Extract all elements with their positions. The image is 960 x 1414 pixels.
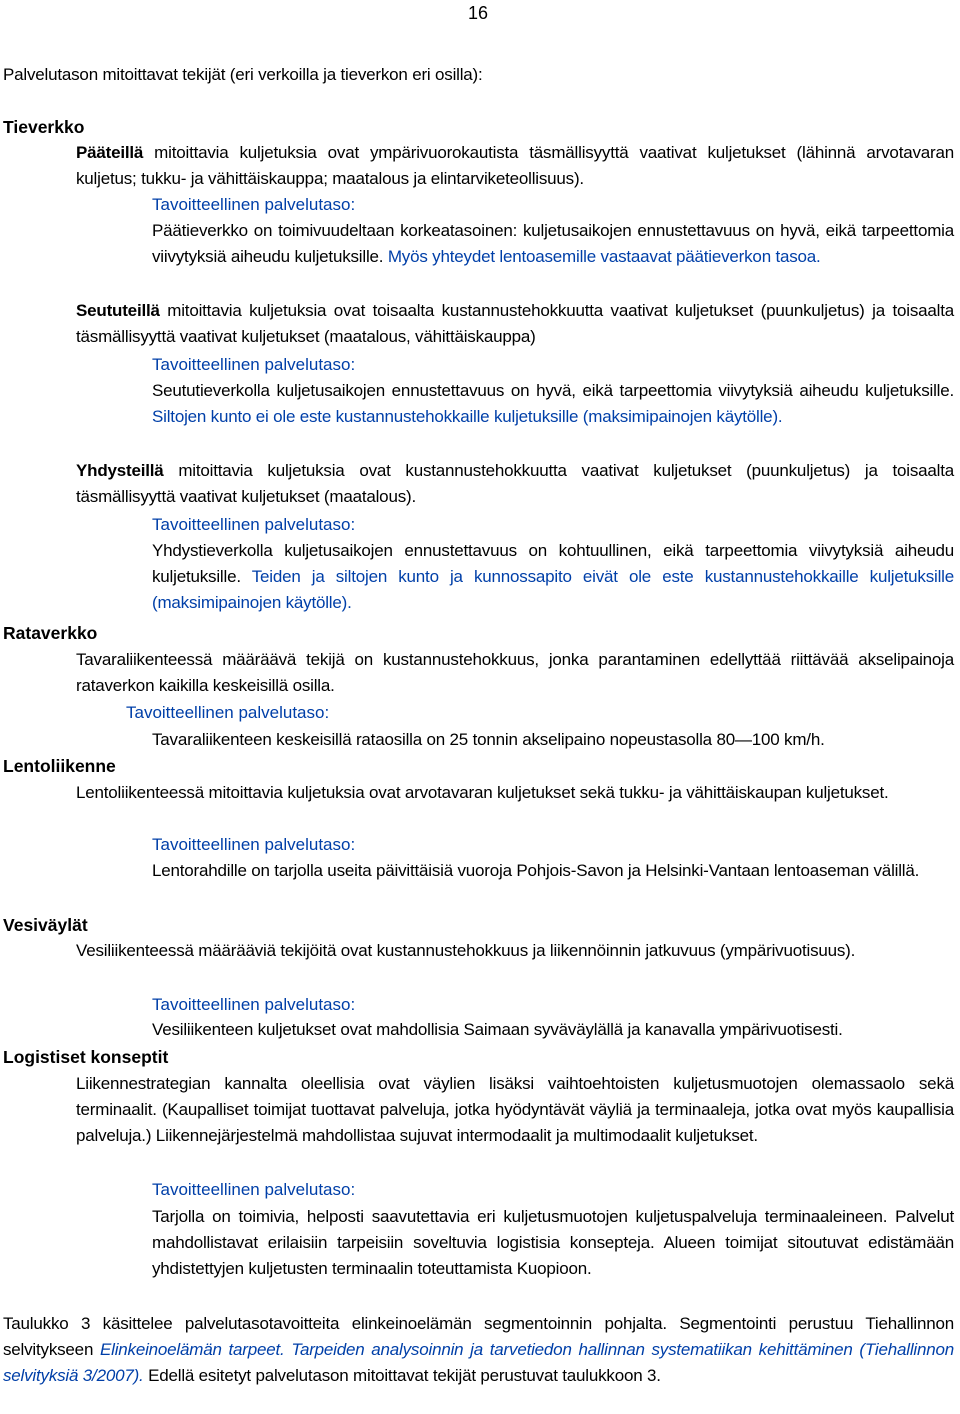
target-label-paateilla: Tavoitteellinen palvelutaso: <box>152 195 356 214</box>
seututeilla-target <box>152 378 954 430</box>
seututeilla-term: Seututeillä <box>76 301 160 320</box>
yhdysteilla-text: mitoittavia kuljetuksia ovat kustannustehokkuutta vaativat kuljetukset (puunkuljetus) ja toisaalta täsmällisyyttä vaativat kuljetukset (maatalous). <box>76 461 954 506</box>
seututeilla-target-text: Seututieverkolla kuljetusaikojen ennustettavuus on hyvä, eikä tarpeettomia viivytyksiä aiheudu kuljetuksille. <box>152 381 954 400</box>
vesivaylat-text: Vesiliikenteessä määrääviä tekijöitä ovat kustannustehokkuus ja liikennöinnin jatkuvuus (ympärivuotisuus). <box>76 941 856 960</box>
target-label-yhdysteilla: Tavoitteellinen palvelutaso: <box>152 515 356 534</box>
yhdysteilla-target-text: Yhdystieverkolla kuljetusaikojen ennustettavuus on kohtuullinen, eikä tarpeettomia viivytyksiä aiheudu kuljetuksille. <box>152 541 954 586</box>
logistiset-target: Tarjolla on toimivia, helposti saavutettavia eri kuljetusmuotojen kuljetuspalveluja terminaaleineen. Palvelut mahdollistavat erilaisiin tarpeisiin soveltuvia logistisia konsepteja. Alueen toimijat sitoutuvat edistämään yhdistettyjen kuljetusten terminaalin toteuttamista Kuopioon. <box>152 1207 954 1278</box>
paateilla-target <box>152 218 954 270</box>
yhdysteilla-paragraph <box>76 458 954 510</box>
paateilla-term: Pääteillä <box>76 143 144 162</box>
seututeilla-text: mitoittavia kuljetuksia ovat toisaalta kustannustehokkuutta vaativat kuljetukset (puunkuljetus) ja toisaalta täsmällisyyttä vaativat kuljetukset (maatalous, vähittäiskauppa) <box>76 301 954 346</box>
page-number: 16 <box>468 3 489 23</box>
paateilla-target-text: Päätieverkko on toimivuudeltaan korkeatasoinen: kuljetusaikojen ennustettavuus on hyvä, eikä tarpeettomia viivytyksiä aiheudu kuljetuksille. <box>152 221 954 266</box>
rataverkko-target: Tavaraliikenteen keskeisillä rataosilla on 25 tonnin akselipaino nopeustasolla 80—100 km/h. <box>152 730 825 749</box>
paateilla-text: mitoittavia kuljetuksia ovat ympärivuorokautista täsmällisyyttä vaativat kuljetukset (lähinnä arvotavaran kuljetus; tukku- ja vähittäiskauppa; maatalous ja elintarviketeollisuus). <box>76 143 954 188</box>
closing-reference-italic: Elinkeinoelämän tarpeet. Tarpeiden analysoinnin ja tarvetiedon hallinnan systematiikan kehittäminen (Tiehallinnon selvityksiä 3/2007). <box>3 1340 955 1385</box>
yhdysteilla-target <box>152 538 954 616</box>
target-label-rataverkko: Tavoitteellinen palvelutaso: <box>126 703 330 722</box>
heading-rataverkko: Rataverkko <box>3 623 98 643</box>
closing-paragraph <box>3 1311 954 1389</box>
target-label-logistiset: Tavoitteellinen palvelutaso: <box>152 1180 356 1199</box>
target-label-lentoliikenne: Tavoitteellinen palvelutaso: <box>152 835 356 854</box>
paateilla-target-blue: Myös yhteydet lentoasemille vastaavat päätieverkon tasoa. <box>387 247 821 266</box>
closing-text-1: Taulukko 3 käsittelee palvelutasotavoitteita elinkeinoelämän segmentoinnin pohjalta. Segmentointi perustuu Tiehallinnon selvitykseen <box>3 1314 954 1359</box>
heading-logistiset: Logistiset konseptit <box>3 1047 169 1067</box>
closing-text-2: Edellä esitetyt palvelutason mitoittavat tekijät perustuvat taulukkoon 3. <box>143 1366 661 1385</box>
heading-tieverkko: Tieverkko <box>3 117 85 137</box>
heading-lentoliikenne: Lentoliikenne <box>3 756 116 776</box>
yhdysteilla-term: Yhdysteillä <box>76 461 164 480</box>
lentoliikenne-text: Lentoliikenteessä mitoittavia kuljetuksia ovat arvotavaran kuljetukset sekä tukku- ja vähittäiskaupan kuljetukset. <box>76 783 889 802</box>
target-label-vesivaylat: Tavoitteellinen palvelutaso: <box>152 995 356 1014</box>
heading-vesivaylat: Vesiväylät <box>3 915 88 935</box>
logistiset-text: Liikennestrategian kannalta oleellisia ovat väylien lisäksi vaihtoehtoisten kuljetusmuotojen olemassaolo sekä terminaalit. (Kaupalliset toimijat tuottavat palveluja, jotka hyödyntävät väyliä ja terminaaleja, jotka ovat myös kaupallisia palveluja.) Liikennejärjestelmä mahdollistaa sujuvat intermodaalit ja multimodaalit kuljetukset. <box>76 1074 954 1145</box>
rataverkko-text: Tavaraliikenteessä määräävä tekijä on kustannustehokkuus, jonka parantaminen edellyttää riittävää akselipainoja rataverkon kaikilla keskeisillä osilla. <box>76 650 954 695</box>
yhdysteilla-target-blue: Teiden ja siltojen kunto ja kunnossapito eivät ole este kustannustehokkaille kuljetuksille (maksimipainojen käytölle). <box>152 567 955 612</box>
seututeilla-paragraph <box>76 298 954 350</box>
vesivaylat-target: Vesiliikenteen kuljetukset ovat mahdollisia Saimaan syväväylällä ja kanavalla ympärivuotisesti. <box>152 1020 843 1039</box>
paateilla-paragraph <box>76 140 954 192</box>
seututeilla-target-blue: Siltojen kunto ei ole este kustannustehokkaille kuljetuksille (maksimipainojen käytölle). <box>152 407 783 426</box>
target-label-seututeilla: Tavoitteellinen palvelutaso: <box>152 355 356 374</box>
intro-text: Palvelutason mitoittavat tekijät (eri verkoilla ja tieverkon eri osilla): <box>3 65 483 84</box>
lentoliikenne-target: Lentorahdille on tarjolla useita päivittäisiä vuoroja Pohjois-Savon ja Helsinki-Vantaan lentoaseman välillä. <box>152 861 920 880</box>
